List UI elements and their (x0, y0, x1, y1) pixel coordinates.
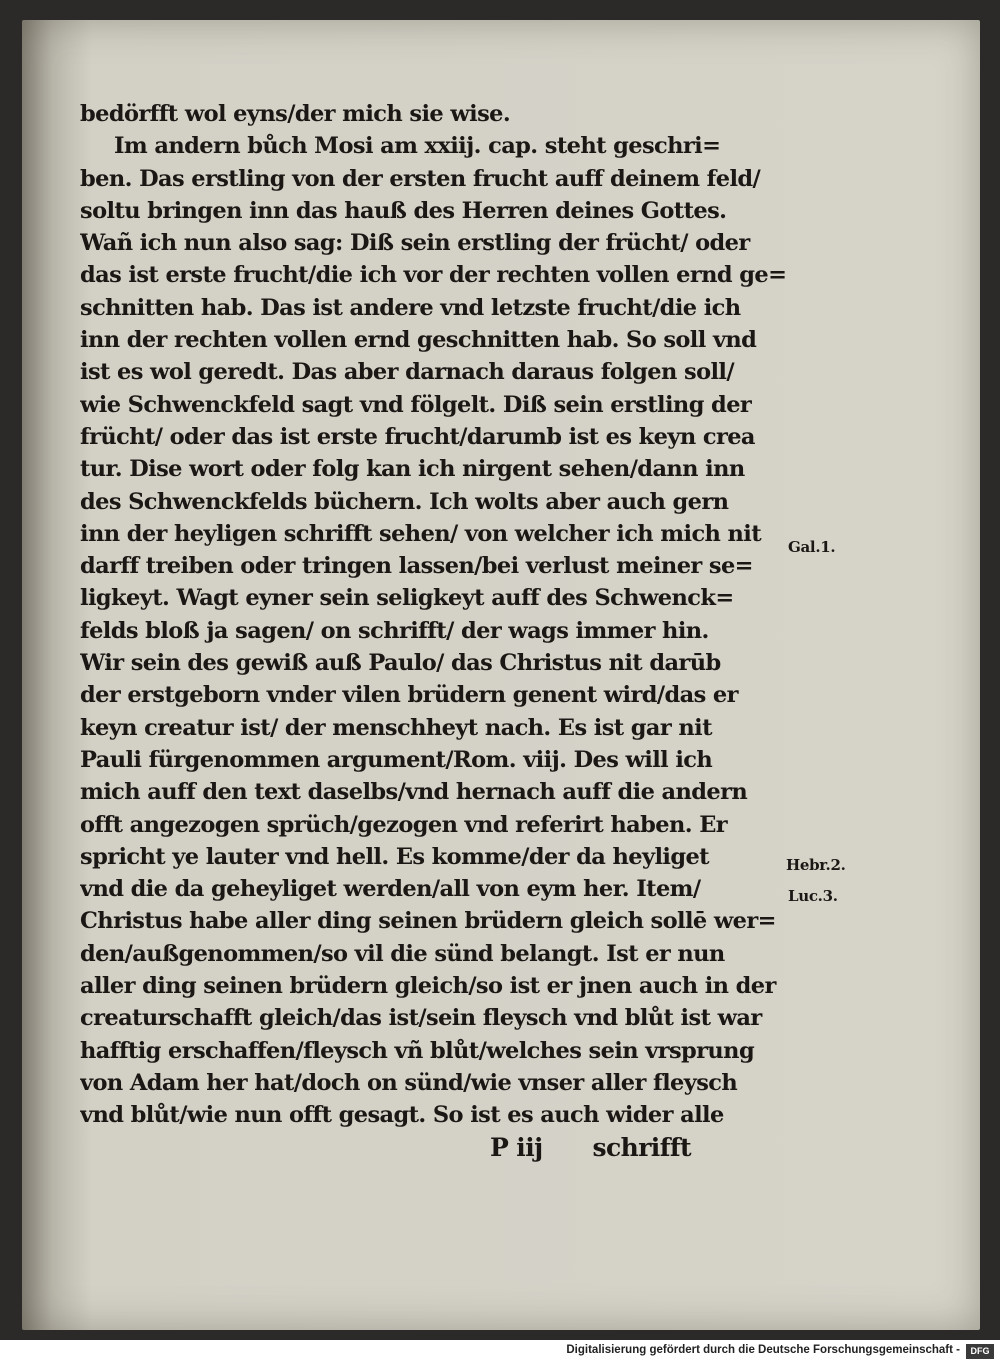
catchword: schrifft (592, 1132, 691, 1162)
text-line: wie Schwenckfeld sagt vnd fölgelt. Diß sein erstling der (80, 391, 752, 418)
text-line: das ist erste frucht/die ich vor der rechten vollen ernd ge= (80, 262, 787, 289)
text-line: Wañ ich nun also sag: Diß sein erstling der frücht/ oder (80, 230, 750, 257)
text-line: von Adam her hat/doch on sünd/wie vnser aller fleysch (80, 1069, 738, 1096)
footer-bar (0, 1342, 1000, 1362)
margin-note-luc: Luc.3. (788, 887, 838, 905)
text-line: bedörfft wol eyns/der mich sie wise. (80, 101, 511, 127)
text-line: vnd die da geheyliget werden/all von eym her. Item/ (80, 876, 701, 903)
text-line: den/außgenommen/so vil die sünd belangt. Ist er nun (80, 940, 725, 967)
book-page (22, 20, 980, 1330)
text-line: ligkeyt. Wagt eyner sein seligkeyt auff des Schwenck= (80, 585, 734, 612)
footer-credit: Digitalisierung gefördert durch die Deutsche Forschungsgemeinschaft - (566, 1344, 960, 1356)
text-line: mich auff den text daselbs/vnd hernach auff die andern (80, 779, 748, 806)
text-line: creaturschafft gleich/das ist/sein fleysch vnd blůt ist war (80, 1005, 762, 1032)
text-line: vnd blůt/wie nun offt gesagt. So ist es auch wider alle (80, 1102, 724, 1129)
text-line: hafftig erschaffen/fleysch vñ blůt/welches sein vrsprung (80, 1037, 755, 1064)
text-line: felds bloß ja sagen/ on schrifft/ der wags immer hin. (80, 617, 709, 644)
text-line: ist es wol geredt. Das aber darnach daraus folgen soll/ (80, 359, 734, 386)
margin-note-gal: Gal.1. (788, 538, 836, 556)
text-line: schnitten hab. Das ist andere vnd letzste frucht/die ich (80, 294, 741, 321)
text-line: aller ding seinen brüdern gleich/so ist er jnen auch in der (80, 973, 776, 1000)
text-line: Wir sein des gewiß auß Paulo/ das Christus nit darūb (80, 650, 721, 677)
text-line: inn der rechten vollen ernd geschnitten hab. So soll vnd (80, 327, 757, 354)
text-line: darff treiben oder tringen lassen/bei verlust meiner se= (80, 553, 753, 580)
text-line: offt angezogen sprüch/gezogen vnd referirt haben. Er (80, 811, 728, 838)
page-text (80, 98, 800, 1164)
text-line: Pauli fürgenommen argument/Rom. viij. Des will ich (80, 746, 713, 773)
text-line: soltu bringen inn das hauß des Herren deines Gottes. (80, 197, 727, 224)
text-line: der erstgeborn vnder vilen brüdern genent wird/das er (80, 682, 738, 709)
signature-line (80, 1132, 800, 1164)
text-line: des Schwenckfelds büchern. Ich wolts aber auch gern (80, 488, 729, 515)
dfg-logo-icon: DFG (966, 1344, 994, 1359)
text-line: spricht ye lauter vnd hell. Es komme/der da heyliget (80, 843, 709, 870)
margin-note-hebr: Hebr.2. (786, 856, 846, 874)
text-line: keyn creatur ist/ der menschheyt nach. Es ist gar nit (80, 714, 712, 741)
text-line: inn der heyligen schrifft sehen/ von welcher ich mich nit (80, 520, 762, 547)
text-line: Christus habe aller ding seinen brüdern gleich sollē wer= (80, 908, 776, 935)
text-line: Im andern bůch Mosi am xxiij. cap. steht geschri= (114, 133, 721, 160)
text-line: ben. Das erstling von der ersten frucht auff deinem feld/ (80, 165, 761, 192)
text-line: frücht/ oder das ist erste frucht/darumb ist es keyn crea (80, 423, 755, 450)
signature-mark: P iij (490, 1132, 543, 1162)
text-line: tur. Dise wort oder folg kan ich nirgent sehen/dann inn (80, 456, 745, 483)
